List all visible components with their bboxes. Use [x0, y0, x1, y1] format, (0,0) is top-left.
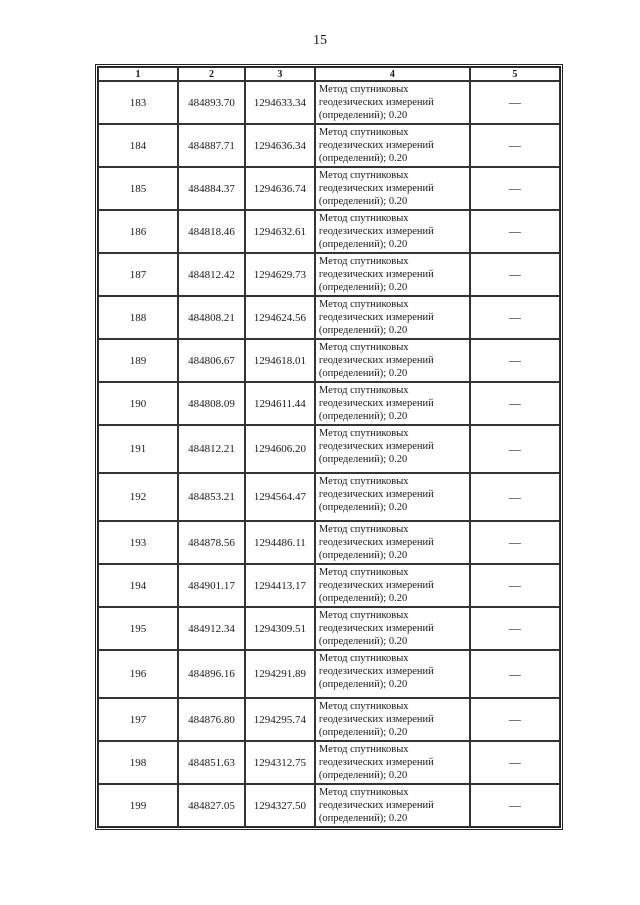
method-cell [315, 473, 470, 521]
header-col-5: 5 [470, 67, 560, 81]
method-line: Метод спутниковых [318, 385, 409, 396]
method-line: (определений); 0.20 [318, 502, 408, 513]
y-coordinate-cell: 1294636.74 [245, 167, 315, 210]
table-row [98, 425, 560, 473]
point-number-cell: 194 [98, 564, 178, 607]
coordinates-table [95, 64, 563, 830]
table-row [98, 784, 560, 827]
method-line: Метод спутниковых [318, 653, 409, 664]
dash-value: — [508, 798, 521, 812]
method-line: (определений); 0.20 [318, 239, 408, 250]
column-5-cell [470, 650, 560, 698]
y-coordinate-cell: 1294327.50 [245, 784, 315, 827]
method-line: геодезических измерений [318, 441, 434, 452]
method-line: (определений); 0.20 [318, 679, 408, 690]
x-coordinate-cell: 484876.80 [178, 698, 245, 741]
y-coordinate-cell: 1294309.51 [245, 607, 315, 650]
point-number-cell: 198 [98, 741, 178, 784]
point-number-cell: 184 [98, 124, 178, 167]
column-5-cell [470, 253, 560, 296]
method-cell [315, 607, 470, 650]
method-line: Метод спутниковых [318, 127, 409, 138]
header-col-2: 2 [178, 67, 245, 81]
method-line: Метод спутниковых [318, 524, 409, 535]
method-line: Метод спутниковых [318, 476, 409, 487]
method-line: (определений); 0.20 [318, 196, 408, 207]
dash-value: — [508, 441, 521, 456]
y-coordinate-cell: 1294624.56 [245, 296, 315, 339]
method-line: геодезических измерений [318, 355, 434, 366]
point-number-cell: 190 [98, 382, 178, 425]
column-5-cell [470, 425, 560, 473]
method-line: (определений); 0.20 [318, 550, 408, 561]
dash-value: — [508, 489, 521, 504]
table-row [98, 339, 560, 382]
point-number-cell: 185 [98, 167, 178, 210]
column-5-cell [470, 339, 560, 382]
header-col-1: 1 [98, 67, 178, 81]
method-line: геодезических измерений [318, 312, 434, 323]
y-coordinate-cell: 1294486.11 [245, 521, 315, 564]
method-line: (определений); 0.20 [318, 368, 408, 379]
dash-value: — [508, 181, 521, 195]
dash-value: — [508, 621, 521, 635]
point-number-cell: 193 [98, 521, 178, 564]
table-row [98, 124, 560, 167]
method-line: геодезических измерений [318, 757, 434, 768]
dash-value: — [508, 666, 521, 681]
dash-value: — [508, 712, 521, 726]
method-line: геодезических измерений [318, 580, 434, 591]
column-5-cell [470, 296, 560, 339]
x-coordinate-cell: 484812.42 [178, 253, 245, 296]
method-line: геодезических измерений [318, 537, 434, 548]
method-line: Метод спутниковых [318, 213, 409, 224]
method-line: Метод спутниковых [318, 256, 409, 267]
column-5-cell [470, 521, 560, 564]
point-number-cell: 186 [98, 210, 178, 253]
table-row [98, 698, 560, 741]
table-row [98, 210, 560, 253]
table-row [98, 382, 560, 425]
column-5-cell [470, 784, 560, 827]
method-line: (определений); 0.20 [318, 282, 408, 293]
y-coordinate-cell: 1294611.44 [245, 382, 315, 425]
method-cell [315, 425, 470, 473]
table-row [98, 741, 560, 784]
table-row [98, 473, 560, 521]
method-cell [315, 124, 470, 167]
y-coordinate-cell: 1294632.61 [245, 210, 315, 253]
y-coordinate-cell: 1294564.47 [245, 473, 315, 521]
y-coordinate-cell: 1294291.89 [245, 650, 315, 698]
x-coordinate-cell: 484818.46 [178, 210, 245, 253]
method-cell [315, 698, 470, 741]
method-line: (определений); 0.20 [318, 593, 408, 604]
x-coordinate-cell: 484808.09 [178, 382, 245, 425]
method-line: геодезических измерений [318, 269, 434, 280]
column-5-cell [470, 210, 560, 253]
method-cell [315, 521, 470, 564]
column-5-cell [470, 124, 560, 167]
method-line: Метод спутниковых [318, 428, 409, 439]
table-row [98, 607, 560, 650]
y-coordinate-cell: 1294629.73 [245, 253, 315, 296]
method-line: геодезических измерений [318, 666, 434, 677]
method-cell [315, 81, 470, 124]
method-line: Метод спутниковых [318, 610, 409, 621]
dash-value: — [508, 224, 521, 238]
y-coordinate-cell: 1294295.74 [245, 698, 315, 741]
point-number-cell: 192 [98, 473, 178, 521]
point-number-cell: 189 [98, 339, 178, 382]
method-line: (определений); 0.20 [318, 636, 408, 647]
method-line: (определений); 0.20 [318, 411, 408, 422]
method-cell [315, 167, 470, 210]
method-line: (определений); 0.20 [318, 813, 408, 824]
method-line: Метод спутниковых [318, 342, 409, 353]
x-coordinate-cell: 484893.70 [178, 81, 245, 124]
method-line: Метод спутниковых [318, 701, 409, 712]
method-line: Метод спутниковых [318, 170, 409, 181]
dash-value: — [508, 310, 521, 324]
dash-value: — [508, 267, 521, 281]
x-coordinate-cell: 484878.56 [178, 521, 245, 564]
point-number-cell: 191 [98, 425, 178, 473]
table-row [98, 564, 560, 607]
table-row [98, 167, 560, 210]
point-number-cell: 199 [98, 784, 178, 827]
dash-value: — [508, 578, 521, 592]
method-line: Метод спутниковых [318, 299, 409, 310]
method-cell [315, 564, 470, 607]
method-line: геодезических измерений [318, 623, 434, 634]
method-line: геодезических измерений [318, 183, 434, 194]
x-coordinate-cell: 484827.05 [178, 784, 245, 827]
x-coordinate-cell: 484884.37 [178, 167, 245, 210]
table-header-row [98, 67, 560, 81]
method-cell [315, 650, 470, 698]
column-5-cell [470, 81, 560, 124]
method-line: Метод спутниковых [318, 787, 409, 798]
method-cell [315, 210, 470, 253]
x-coordinate-cell: 484812.21 [178, 425, 245, 473]
column-5-cell [470, 382, 560, 425]
x-coordinate-cell: 484887.71 [178, 124, 245, 167]
point-number-cell: 197 [98, 698, 178, 741]
table-row [98, 81, 560, 124]
column-5-cell [470, 741, 560, 784]
table-row [98, 253, 560, 296]
method-cell [315, 339, 470, 382]
table-row [98, 650, 560, 698]
y-coordinate-cell: 1294312.75 [245, 741, 315, 784]
method-line: (определений); 0.20 [318, 325, 408, 336]
y-coordinate-cell: 1294618.01 [245, 339, 315, 382]
y-coordinate-cell: 1294413.17 [245, 564, 315, 607]
method-line: геодезических измерений [318, 489, 434, 500]
column-5-cell [470, 698, 560, 741]
method-line: (определений); 0.20 [318, 727, 408, 738]
table-row [98, 521, 560, 564]
y-coordinate-cell: 1294633.34 [245, 81, 315, 124]
dash-value: — [508, 755, 521, 769]
method-cell [315, 784, 470, 827]
dash-value: — [508, 353, 521, 367]
x-coordinate-cell: 484808.21 [178, 296, 245, 339]
method-line: Метод спутниковых [318, 567, 409, 578]
method-cell [315, 741, 470, 784]
method-line: геодезических измерений [318, 226, 434, 237]
point-number-cell: 187 [98, 253, 178, 296]
header-col-4: 4 [315, 67, 470, 81]
method-line: (определений); 0.20 [318, 454, 408, 465]
x-coordinate-cell: 484901.17 [178, 564, 245, 607]
method-line: Метод спутниковых [318, 744, 409, 755]
point-number-cell: 196 [98, 650, 178, 698]
method-cell [315, 296, 470, 339]
dash-value: — [508, 535, 521, 549]
method-cell [315, 382, 470, 425]
page-number: 15 [313, 33, 327, 48]
column-5-cell [470, 564, 560, 607]
header-col-3: 3 [245, 67, 315, 81]
method-line: (определений); 0.20 [318, 110, 408, 121]
column-5-cell [470, 607, 560, 650]
method-cell [315, 253, 470, 296]
dash-value: — [508, 138, 521, 152]
method-line: (определений); 0.20 [318, 770, 408, 781]
method-line: геодезических измерений [318, 97, 434, 108]
x-coordinate-cell: 484896.16 [178, 650, 245, 698]
point-number-cell: 188 [98, 296, 178, 339]
x-coordinate-cell: 484851.63 [178, 741, 245, 784]
method-line: геодезических измерений [318, 800, 434, 811]
dash-value: — [508, 396, 521, 410]
method-line: Метод спутниковых [318, 84, 409, 95]
x-coordinate-cell: 484912.34 [178, 607, 245, 650]
method-line: геодезических измерений [318, 140, 434, 151]
point-number-cell: 183 [98, 81, 178, 124]
column-5-cell [470, 473, 560, 521]
table-row [98, 296, 560, 339]
method-line: геодезических измерений [318, 714, 434, 725]
y-coordinate-cell: 1294606.20 [245, 425, 315, 473]
x-coordinate-cell: 484853.21 [178, 473, 245, 521]
method-line: (определений); 0.20 [318, 153, 408, 164]
dash-value: — [508, 95, 521, 109]
column-5-cell [470, 167, 560, 210]
x-coordinate-cell: 484806.67 [178, 339, 245, 382]
point-number-cell: 195 [98, 607, 178, 650]
y-coordinate-cell: 1294636.34 [245, 124, 315, 167]
method-line: геодезических измерений [318, 398, 434, 409]
